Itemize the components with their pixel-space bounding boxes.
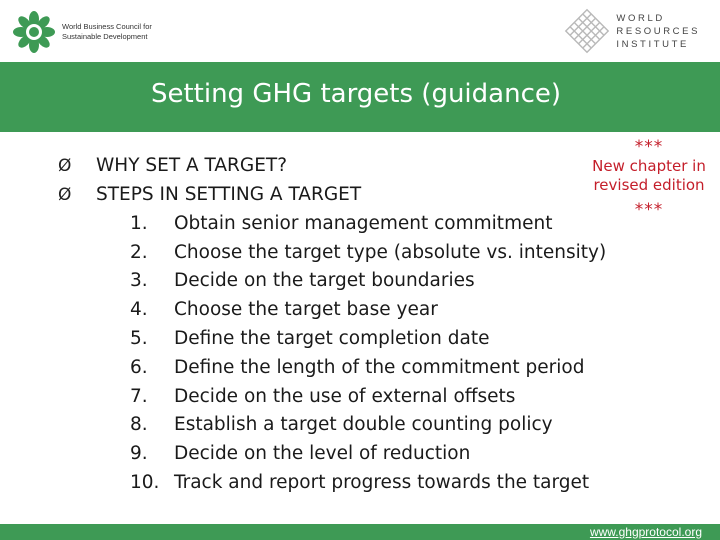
note-line1: New chapter in (592, 157, 706, 175)
step-text: Establish a target double counting policy (174, 414, 553, 436)
bullet-item (58, 151, 361, 180)
list-item (130, 439, 606, 468)
wbcsd-name-line1: World Business Council for (62, 22, 152, 31)
list-item (130, 382, 606, 411)
list-item (130, 324, 606, 353)
list-item (130, 267, 606, 296)
wri-grid-icon (564, 8, 610, 54)
step-text: Define the length of the commitment period (174, 356, 585, 378)
steps-list (130, 209, 606, 497)
note-line2: revised edition (593, 176, 705, 194)
list-item (130, 295, 606, 324)
wri-name-line1: WORLD (616, 12, 665, 24)
new-chapter-note (582, 138, 716, 220)
bullet-list (58, 151, 361, 209)
step-text: Choose the target type (absolute vs. intensity) (174, 241, 607, 263)
step-number: 3. (130, 270, 148, 292)
wbcsd-name-line2: Sustainable Development (62, 32, 148, 41)
note-stars-top: *** (634, 137, 664, 157)
arrow-bullet-icon: Ø (58, 155, 72, 176)
step-number: 5. (130, 328, 148, 350)
step-number: 4. (130, 299, 148, 321)
list-item (130, 238, 606, 267)
bullet-item (58, 180, 361, 209)
step-text: Decide on the level of reduction (174, 443, 471, 465)
ghgprotocol-link[interactable]: www.ghgprotocol.org (589, 525, 702, 539)
slide-title: Setting GHG targets (guidance) (150, 79, 562, 109)
note-stars-bottom: *** (634, 200, 664, 220)
step-number: 9. (130, 443, 148, 465)
step-number: 1. (130, 212, 148, 234)
wri-name-line3: INSTITUTE (616, 38, 689, 50)
step-text: Decide on the target boundaries (174, 270, 475, 292)
step-text: Decide on the use of external offsets (174, 385, 516, 407)
step-number: 10. (130, 472, 160, 494)
bullet-text: WHY SET A TARGET? (96, 155, 288, 176)
list-item (130, 353, 606, 382)
wri-logo (564, 6, 700, 56)
step-number: 8. (130, 414, 148, 436)
arrow-bullet-icon: Ø (58, 184, 72, 205)
step-text: Obtain senior management commitment (174, 212, 553, 234)
bullet-text: STEPS IN SETTING A TARGET (96, 184, 362, 205)
wbcsd-logo (12, 8, 192, 56)
wbcsd-flower-icon (12, 10, 56, 54)
step-number: 6. (130, 356, 148, 378)
wri-name-line2: RESOURCES (616, 25, 700, 37)
step-number: 2. (130, 241, 148, 263)
step-text: Track and report progress towards the target (174, 472, 590, 494)
list-item (130, 209, 606, 238)
step-text: Define the target completion date (174, 328, 490, 350)
step-number: 7. (130, 385, 148, 407)
list-item (130, 411, 606, 440)
title-band (0, 62, 720, 132)
step-text: Choose the target base year (174, 299, 438, 321)
list-item (130, 468, 606, 497)
